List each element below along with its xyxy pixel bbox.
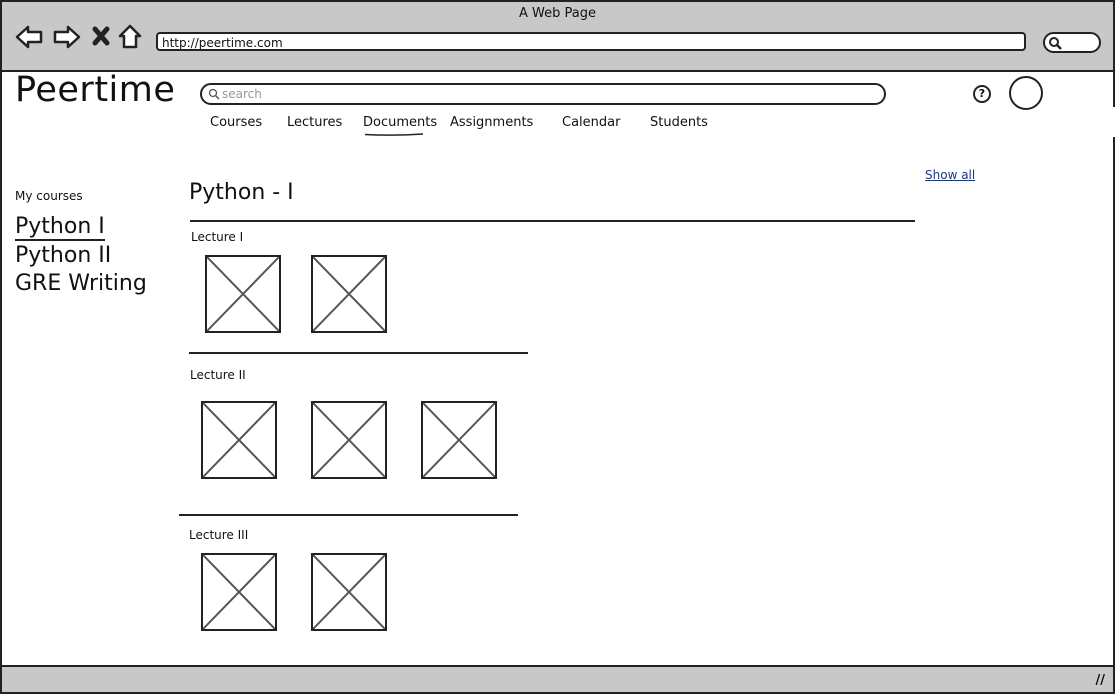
nav-students[interactable]: Students	[650, 115, 708, 130]
image-placeholder-icon	[313, 403, 385, 477]
image-placeholder[interactable]	[311, 255, 387, 333]
divider	[190, 220, 915, 222]
site-logo[interactable]: Peertime	[15, 70, 176, 110]
page-title: Python - I	[189, 180, 294, 205]
forward-arrow-icon[interactable]	[52, 22, 82, 52]
sidebar-course-gre-writing[interactable]: GRE Writing	[15, 271, 147, 296]
browser-search-button[interactable]	[1043, 32, 1101, 53]
address-bar[interactable]: http://peertime.com	[156, 32, 1026, 51]
nav-lectures[interactable]: Lectures	[287, 115, 343, 130]
nav-documents[interactable]: Documents	[363, 115, 438, 130]
image-placeholder-icon	[207, 257, 279, 331]
search-input[interactable]	[200, 83, 886, 105]
image-placeholder-icon	[423, 403, 495, 477]
sidebar-course-python-1[interactable]: Python I	[15, 214, 105, 239]
active-tab-underline	[365, 133, 423, 136]
nav-courses[interactable]: Courses	[210, 115, 263, 130]
nav-calendar[interactable]: Calendar	[562, 115, 621, 130]
lecture-label: Lecture I	[191, 230, 244, 244]
help-icon[interactable]: ?	[973, 85, 991, 103]
browser-toolbar	[2, 2, 1113, 72]
sidebar-course-python-2[interactable]: Python II	[15, 243, 112, 268]
image-placeholder[interactable]	[205, 255, 281, 333]
image-placeholder[interactable]	[201, 553, 277, 631]
show-all-link[interactable]: Show all	[925, 168, 976, 182]
lecture-label: Lecture III	[189, 528, 249, 542]
home-icon[interactable]	[116, 22, 146, 52]
image-placeholder-icon	[203, 403, 275, 477]
image-placeholder[interactable]	[201, 401, 277, 479]
image-placeholder[interactable]	[421, 401, 497, 479]
divider	[179, 514, 518, 516]
lecture-label: Lecture II	[190, 368, 246, 382]
frame-gap	[1045, 107, 1115, 137]
window-title: A Web Page	[519, 6, 596, 21]
divider	[189, 352, 528, 354]
image-placeholder-icon	[203, 555, 275, 629]
magnifier-icon	[1048, 36, 1062, 50]
image-placeholder-icon	[313, 257, 385, 331]
nav-assignments[interactable]: Assignments	[450, 115, 534, 130]
search-icon	[208, 88, 220, 100]
image-placeholder-icon	[313, 555, 385, 629]
search-placeholder: search	[222, 87, 262, 101]
image-placeholder[interactable]	[311, 401, 387, 479]
back-arrow-icon[interactable]	[14, 22, 44, 52]
image-placeholder[interactable]	[311, 553, 387, 631]
resize-grip-icon[interactable]: //	[1095, 673, 1105, 688]
avatar[interactable]	[1009, 76, 1043, 110]
status-bar	[2, 665, 1113, 692]
sidebar-heading: My courses	[15, 189, 83, 203]
